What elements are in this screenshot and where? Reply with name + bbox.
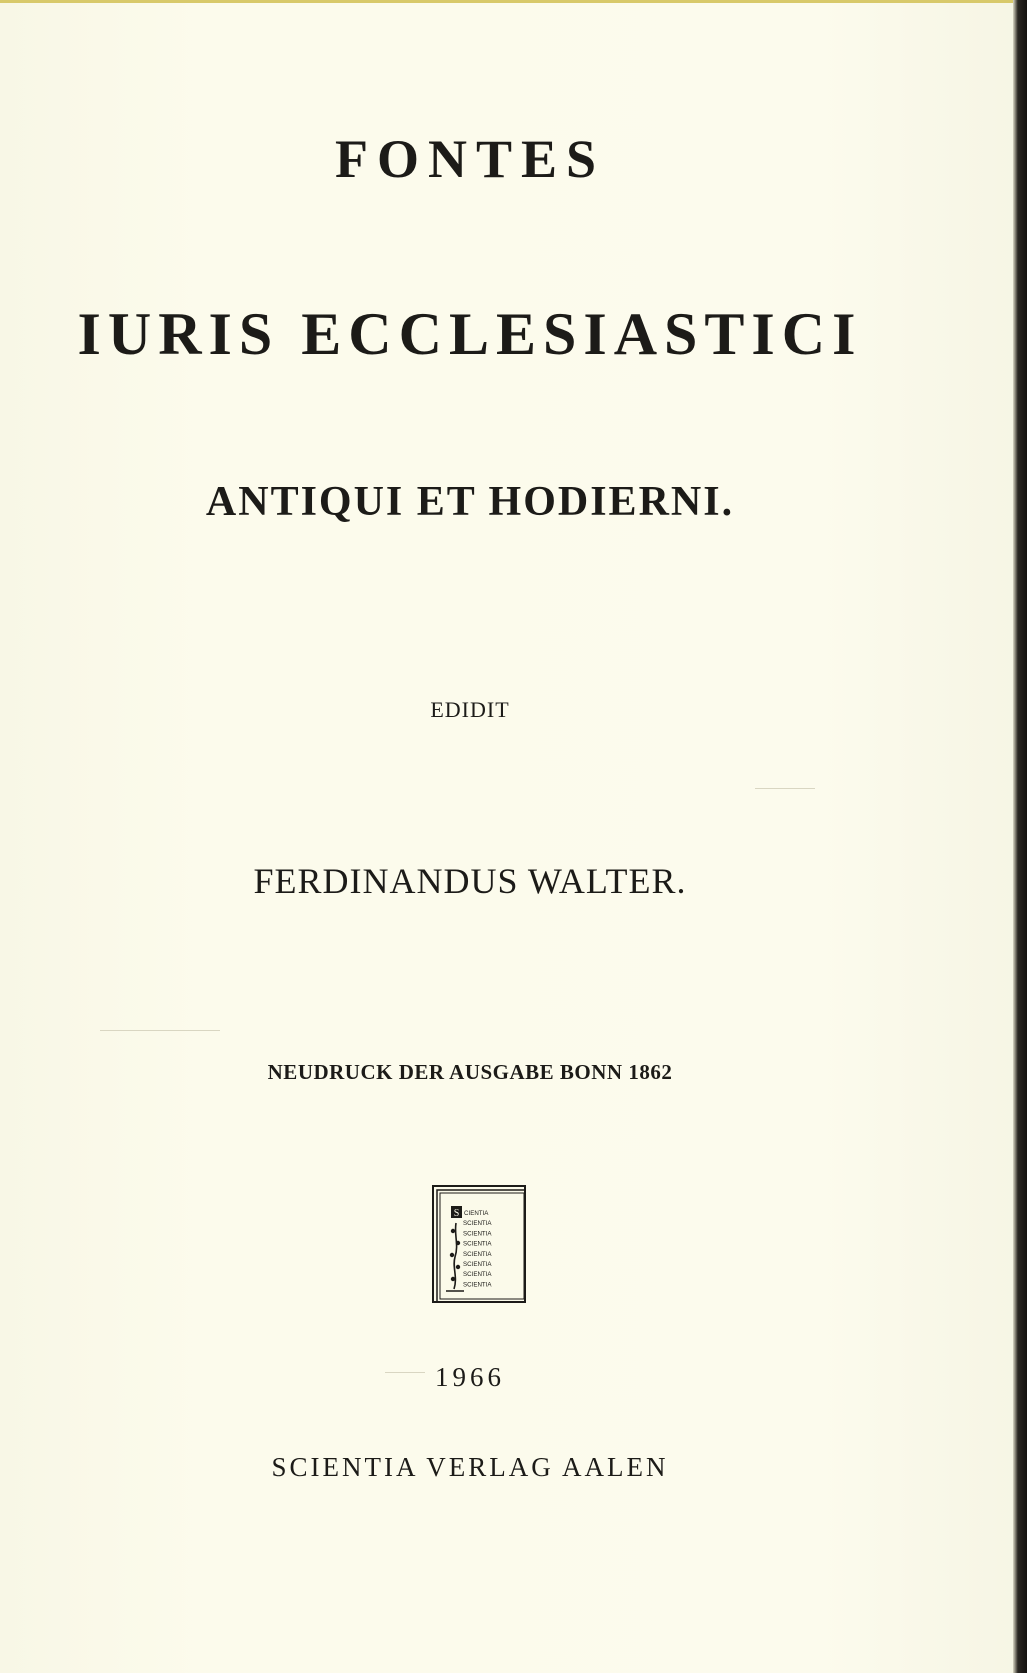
editor-name: FERDINANDUS WALTER. bbox=[253, 861, 687, 901]
logo-text-line: SCIENTIA bbox=[463, 1271, 492, 1279]
reprint-note: NEUDRUCK DER AUSGABE BONN 1862 bbox=[267, 1060, 673, 1084]
publication-year: 1966 bbox=[435, 1362, 505, 1392]
paper-blemish bbox=[755, 788, 815, 789]
logo-text-line: CIENTIA bbox=[464, 1210, 489, 1217]
page-top-edge bbox=[0, 0, 1027, 3]
title-line-3: ANTIQUI ET HODIERNI. bbox=[205, 479, 735, 525]
logo-text-line: SCIENTIA bbox=[463, 1240, 492, 1248]
title-line-1: FONTES bbox=[334, 129, 606, 189]
page-binding-edge bbox=[1013, 0, 1027, 1673]
logo-text-line: SCIENTIA bbox=[463, 1261, 492, 1268]
scientia-verlag-logo bbox=[432, 1185, 528, 1305]
logo-text-line: SCIENTIA bbox=[463, 1281, 492, 1289]
scientia-logo-icon bbox=[432, 1185, 528, 1305]
title-line-2: IURIS ECCLESIASTICI bbox=[77, 301, 863, 367]
logo-initial: S bbox=[453, 1208, 460, 1219]
paper-blemish bbox=[100, 1030, 220, 1031]
publisher-name: SCIENTIA VERLAG AALEN bbox=[271, 1452, 669, 1482]
logo-text-line: SCIENTIA bbox=[463, 1250, 492, 1258]
edidit-label: EDIDIT bbox=[430, 697, 510, 722]
logo-text-line: SCIENTIA bbox=[463, 1230, 492, 1238]
logo-text-line: SCIENTIA bbox=[463, 1220, 492, 1228]
